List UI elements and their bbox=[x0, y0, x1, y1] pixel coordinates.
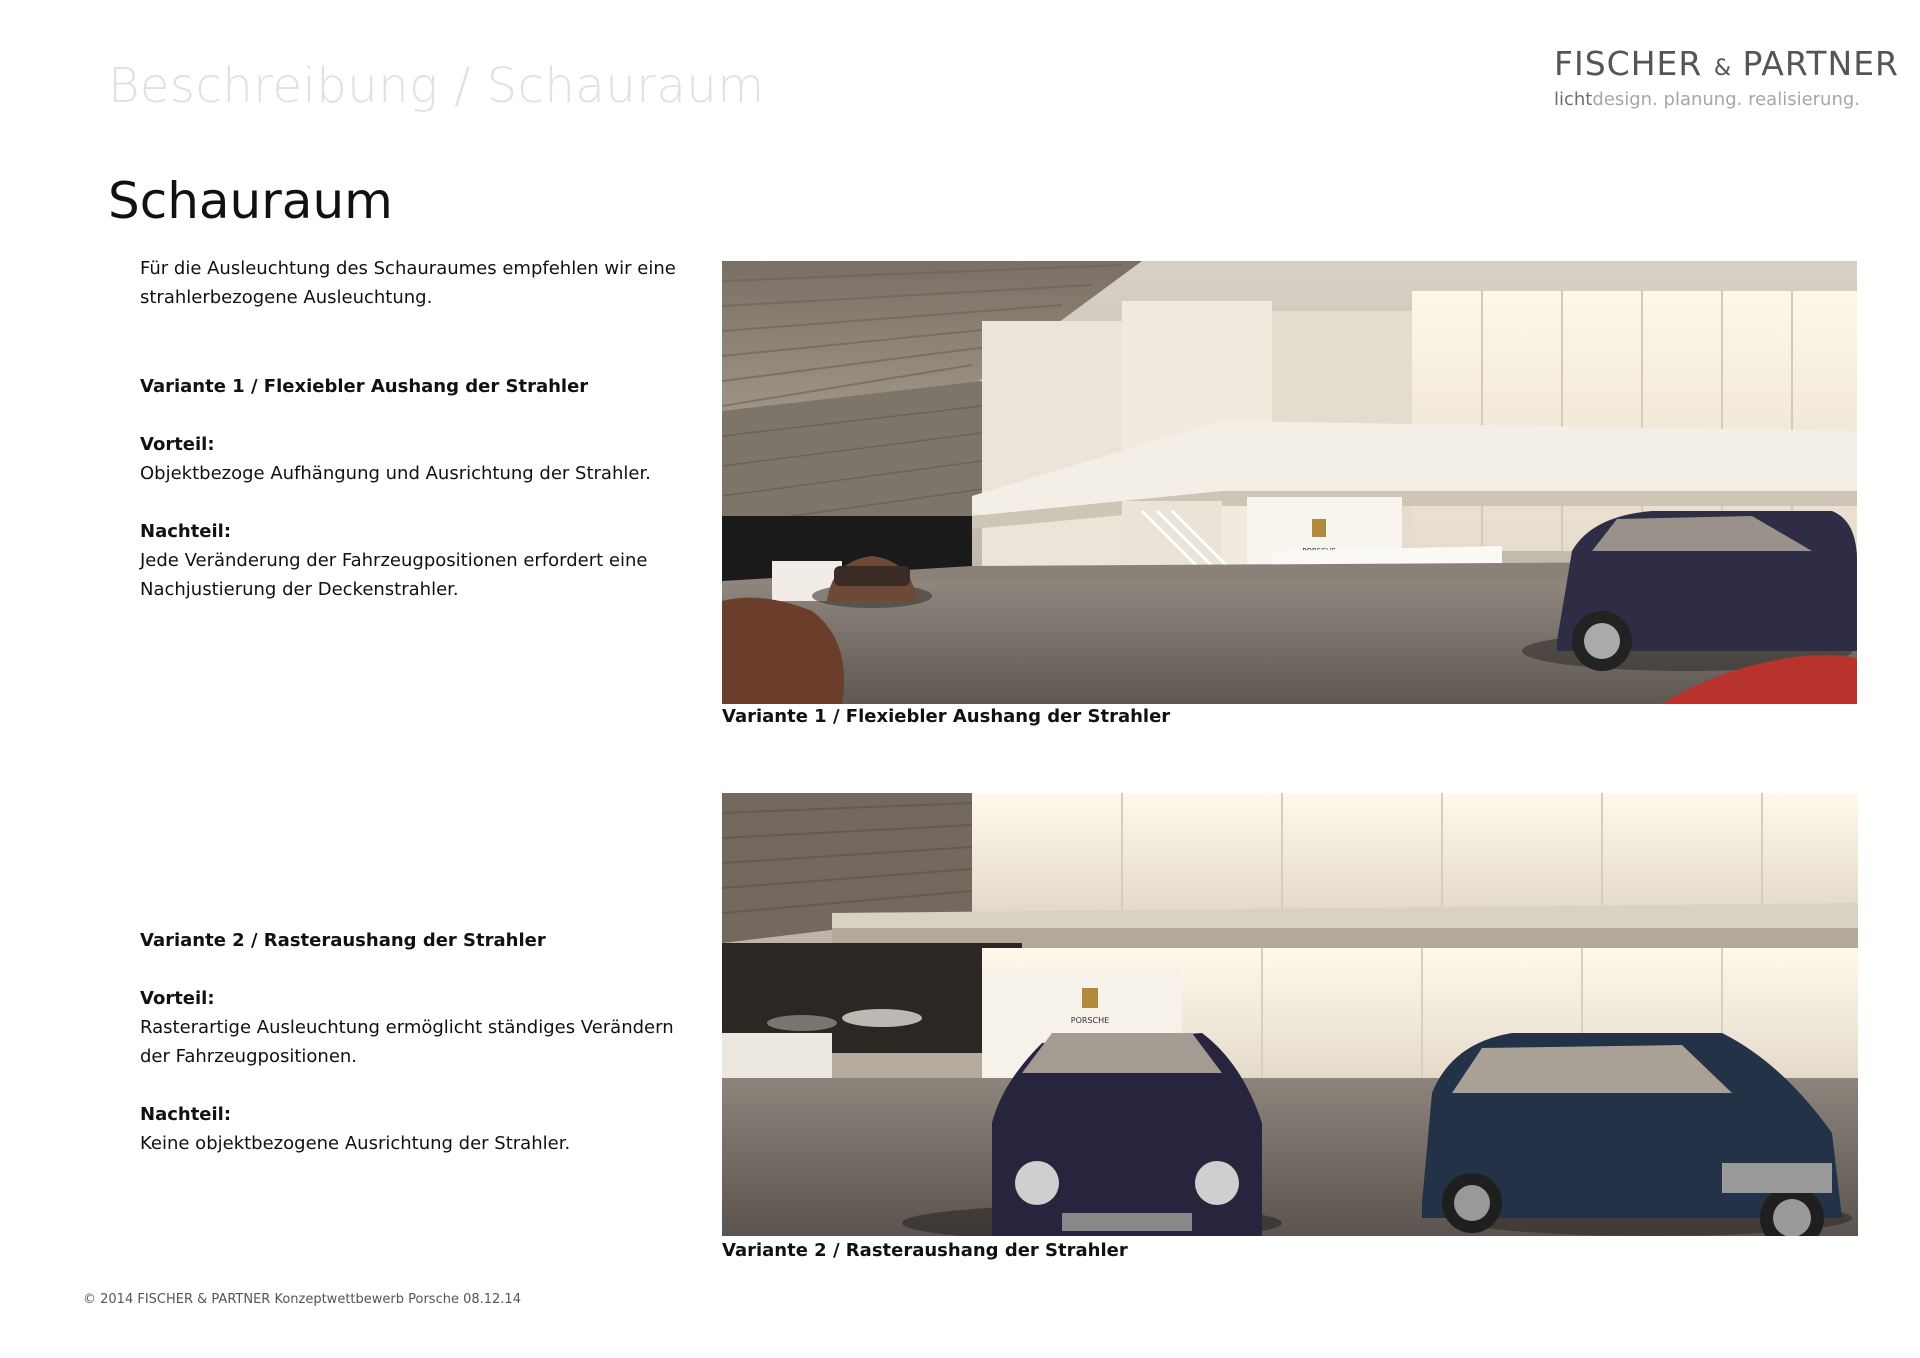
variant2-heading: Variante 2 / Rasteraushang der Strahler bbox=[140, 930, 546, 951]
variant2-sign-text: PORSCHE bbox=[1070, 1016, 1110, 1025]
variant1-caption: Variante 1 / Flexiebler Aushang der Strahler bbox=[722, 706, 1171, 727]
variant2-disadvantage-text: Keine objektbezogene Ausrichtung der Strahler. bbox=[140, 1133, 571, 1154]
brand-name-part2: PARTNER bbox=[1742, 44, 1899, 83]
intro-paragraph bbox=[140, 254, 700, 312]
intro-line: strahlerbezogene Ausleuchtung. bbox=[140, 287, 433, 308]
section-title: Schauraum bbox=[108, 172, 393, 230]
footer-copyright: © 2014 FISCHER & PARTNER Konzeptwettbewerb Porsche 08.12.14 bbox=[83, 1292, 521, 1307]
brand-tagline-highlight: licht bbox=[1554, 89, 1593, 110]
brand-tagline-rest: design. planung. realisierung. bbox=[1592, 89, 1861, 110]
variant2-advantage-label: Vorteil: bbox=[140, 988, 215, 1009]
variant1-heading: Variante 1 / Flexiebler Aushang der Strahler bbox=[140, 376, 589, 397]
variant1-rendering-image bbox=[722, 261, 1857, 704]
page-header-title: Beschreibung / Schauraum bbox=[108, 58, 765, 114]
variant1-disadvantage-label: Nachteil: bbox=[140, 521, 232, 542]
variant2-disadvantage-label: Nachteil: bbox=[140, 1104, 232, 1125]
brand-tagline bbox=[1554, 89, 1894, 110]
variant2-description bbox=[140, 926, 700, 1158]
variant1-disadvantage-text: Nachjustierung der Deckenstrahler. bbox=[140, 579, 459, 600]
intro-line: Für die Ausleuchtung des Schauraumes empfehlen wir eine bbox=[140, 258, 676, 279]
variant2-advantage-text: der Fahrzeugpositionen. bbox=[140, 1046, 358, 1067]
brand-name-amp: & bbox=[1713, 56, 1731, 81]
variant2-caption: Variante 2 / Rasteraushang der Strahler bbox=[722, 1240, 1128, 1261]
variant1-disadvantage-text: Jede Veränderung der Fahrzeugpositionen erfordert eine bbox=[140, 550, 648, 571]
variant1-description bbox=[140, 372, 700, 604]
brand-name bbox=[1554, 44, 1899, 83]
variant2-rendering-image bbox=[722, 793, 1858, 1236]
variant1-advantage-label: Vorteil: bbox=[140, 434, 215, 455]
brand-logo bbox=[1554, 44, 1899, 110]
brand-name-part1: FISCHER bbox=[1554, 44, 1703, 83]
variant2-advantage-text: Rasterartige Ausleuchtung ermöglicht ständiges Verändern bbox=[140, 1017, 674, 1038]
variant1-advantage-text: Objektbezoge Aufhängung und Ausrichtung der Strahler. bbox=[140, 463, 651, 484]
